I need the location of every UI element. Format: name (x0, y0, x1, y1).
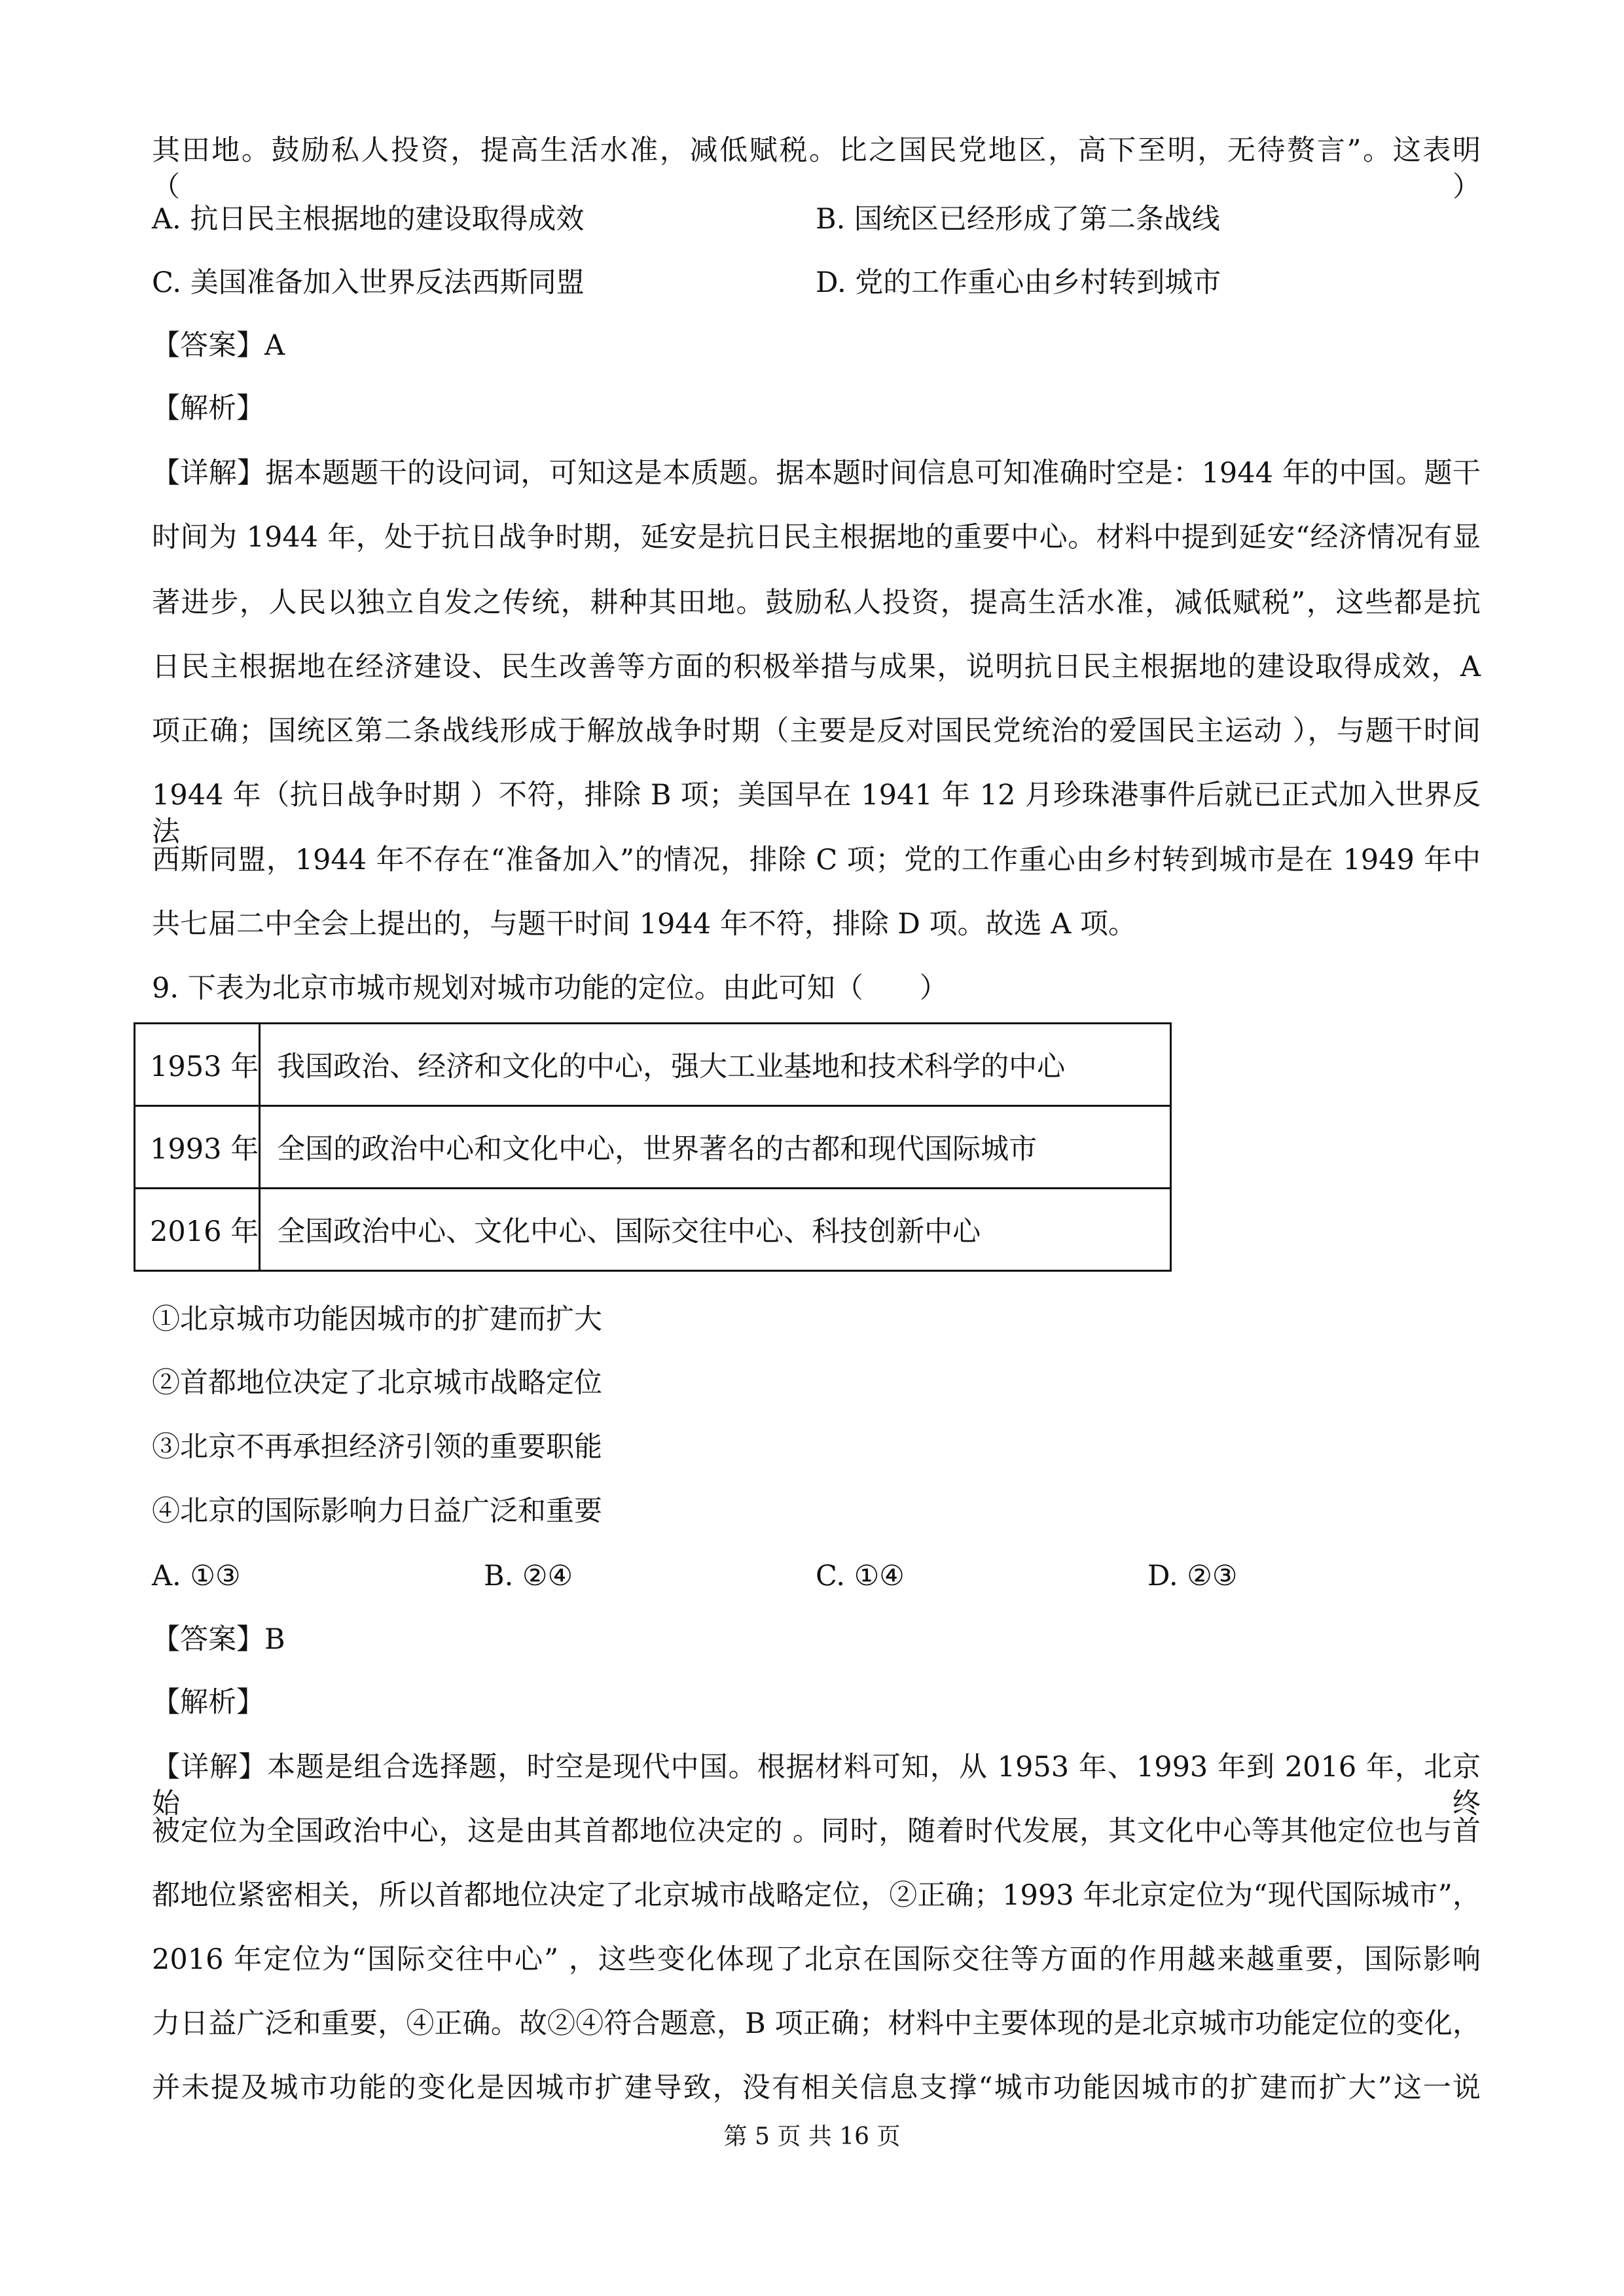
q8-answer: 【答案】A (152, 329, 285, 362)
table-cell-year: 2016 年 (135, 1189, 260, 1271)
table-cell-desc: 全国的政治中心和文化中心，世界著名的古都和现代国际城市 (260, 1106, 1171, 1189)
q9-analysis-label: 【解析】 (152, 1686, 264, 1719)
q9-stem: 9. 下表为北京市城市规划对城市功能的定位。由此可知（ ） (152, 972, 948, 1005)
q9-detail-line: 2016 年定位为“国际交往中心” ，这些变化体现了北京在国际交往等方面的作用越来越重要，国际影响 (152, 1943, 1481, 1976)
q9-answer: 【答案】B (152, 1623, 285, 1656)
table-cell-year: 1953 年 (135, 1024, 260, 1106)
q9-statement-1: ①北京城市功能因城市的扩建而扩大 (152, 1303, 602, 1336)
q8-detail-line: 著进步，人民以独立自发之传统，耕种其田地。鼓励私人投资，提高生活水准，减低赋税”，这些都是抗 (152, 586, 1481, 619)
q9-statement-2: ②首都地位决定了北京城市战略定位 (152, 1367, 602, 1399)
table-cell-desc: 全国政治中心、文化中心、国际交往中心、科技创新中心 (260, 1189, 1171, 1271)
table-row (135, 1189, 1171, 1271)
q8-option-d: D. 党的工作重心由乡村转到城市 (816, 266, 1221, 299)
q8-option-a: A. 抗日民主根据地的建设取得成效 (152, 203, 585, 236)
q8-detail-line: 共七届二中全会上提出的，与题干时间 1944 年不符，排除 D 项。故选 A 项。 (152, 908, 1136, 941)
q9-detail-line: 都地位紧密相关，所以首都地位决定了北京城市战略定位，②正确；1993 年北京定位为“现代国际城市”， (152, 1879, 1481, 1912)
q9-statement-4: ④北京的国际影响力日益广泛和重要 (152, 1495, 602, 1528)
table-row (135, 1106, 1171, 1189)
q8-detail-line: 项正确；国统区第二条战线形成于解放战争时期（主要是反对国民党统治的爱国民主运动 ），与题干时间 (152, 715, 1481, 747)
page-footer: 第 5 页 共 16 页 (723, 2123, 901, 2150)
q8-stem-tail: 其田地。鼓励私人投资，提高生活水准，减低赋税。比之国民党地区，高下至明，无待赘言”。这表明（ ） (152, 134, 1481, 204)
beijing-planning-table (134, 1022, 1172, 1272)
q8-option-c: C. 美国准备加入世界反法西斯同盟 (152, 266, 585, 299)
q9-detail-line: 力日益广泛和重要，④正确。故②④符合题意，B 项正确；材料中主要体现的是北京城市功能定位的变化， (152, 2007, 1481, 2040)
table-row (135, 1024, 1171, 1106)
q8-detail-line: 时间为 1944 年，处于抗日战争时期，延安是抗日民主根据地的重要中心。材料中提到延安“经济情况有显 (152, 521, 1481, 554)
q8-detail-line: 日民主根据地在经济建设、民生改善等方面的积极举措与成果，说明抗日民主根据地的建设取得成效，A (152, 651, 1481, 683)
q9-detail-line: 并未提及城市功能的变化是因城市扩建导致，没有相关信息支撑“城市功能因城市的扩建而扩大”这一说 (152, 2072, 1481, 2104)
table-cell-year: 1993 年 (135, 1106, 260, 1189)
q9-detail-line: 被定位为全国政治中心，这是由其首都地位决定的 。同时，随着时代发展，其文化中心等其他定位也与首 (152, 1815, 1481, 1848)
q8-detail-line: 西斯同盟，1944 年不存在“准备加入”的情况，排除 C 项；党的工作重心由乡村转到城市是在 1949 年中 (152, 844, 1481, 876)
q8-detail-line: 1944 年（抗日战争时期 ）不符，排除 B 项；美国早在 1941 年 12 月珍珠港事件后就已正式加入世界反法 (152, 779, 1481, 848)
q8-analysis-label: 【解析】 (152, 392, 264, 425)
q8-detail-line: 【详解】据本题题干的设问词，可知这是本质题。据本题时间信息可知准确时空是：1944 年的中国。题干 (152, 457, 1481, 490)
table-cell-desc: 我国政治、经济和文化的中心，强大工业基地和技术科学的中心 (260, 1024, 1171, 1106)
q9-option-a: A. ①③ (152, 1560, 241, 1592)
q9-option-d: D. ②③ (1147, 1560, 1238, 1592)
q9-statement-3: ③北京不再承担经济引领的重要职能 (152, 1431, 602, 1463)
q8-option-b: B. 国统区已经形成了第二条战线 (816, 203, 1220, 236)
q9-option-b: B. ②④ (484, 1560, 573, 1592)
q9-detail-line: 【详解】本题是组合选择题，时空是现代中国。根据材料可知，从 1953 年、1993 年到 2016 年，北京始终 (152, 1751, 1481, 1820)
q9-option-c: C. ①④ (816, 1560, 905, 1592)
